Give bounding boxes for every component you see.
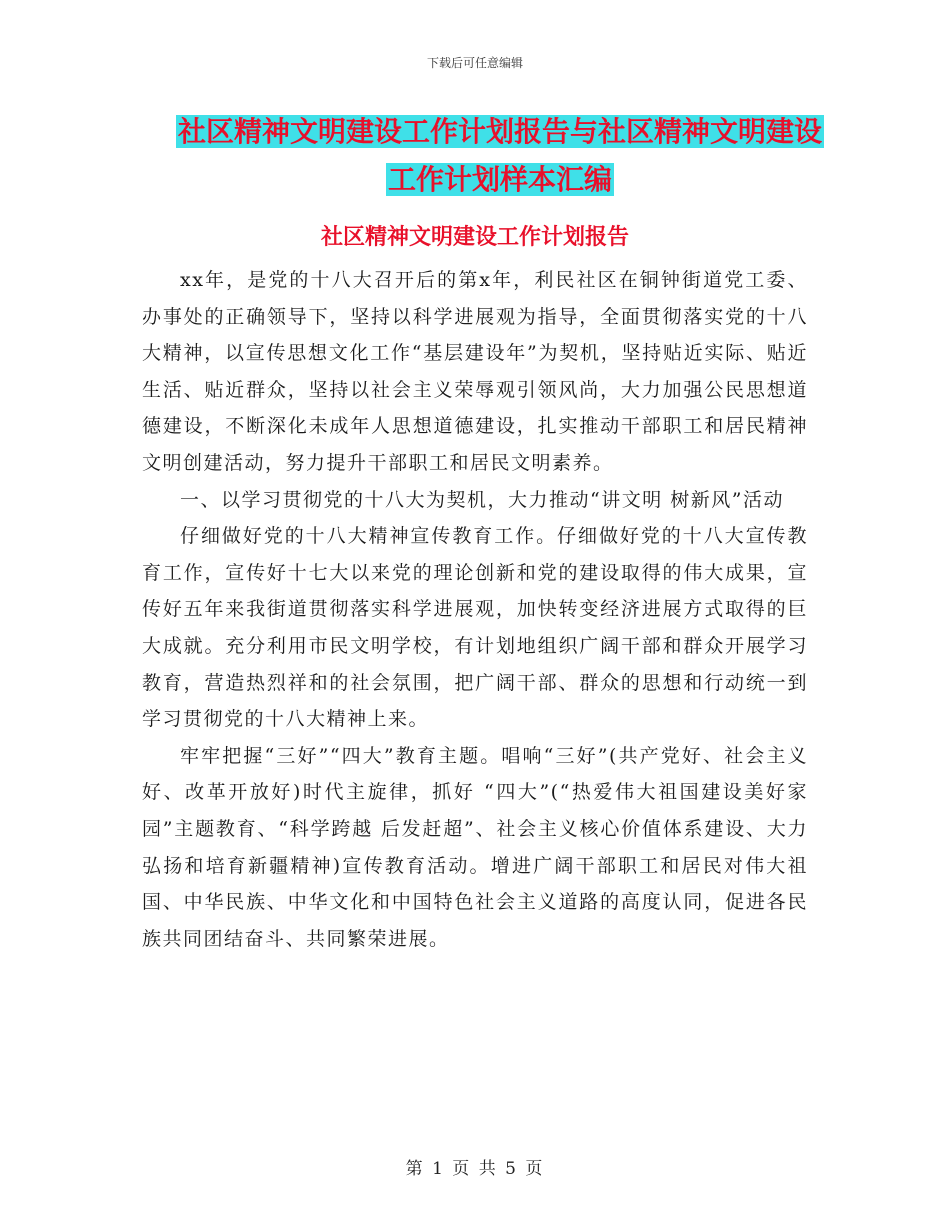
section-title: 社区精神文明建设工作计划报告 <box>320 225 629 250</box>
paragraph-3: 仔细做好党的十八大精神宣传教育工作。仔细做好党的十八大宣传教育工作，宣传好十七大以来党的理论创新和党的建设取得的伟大成果，宣传好五年来我街道贯彻落实科学进展观，加快转变经济进展方式取得的巨大成就。充分利用市民文明学校，有计划地组织广阔干部和群众开展学习教育，营造热烈祥和的社会氛围，把广阔干部、群众的思想和行动统一到学习贯彻党的十八大精神上来。 <box>142 525 808 731</box>
paragraph-1: xx年，是党的十八大召开后的第x年，利民社区在铜钟街道党工委、办事处的正确领导下，坚持以科学进展观为指导，全面贯彻落实党的十八大精神，以宣传思想文化工作“基层建设年”为契机，坚持贴近实际、贴近生活、贴近群众，坚持以社会主义荣辱观引领风尚，大力加强公民思想道德建设，不断深化未成年人思想道德建设，扎实推动干部职工和居民精神文明创建活动，努力提升干部职工和居民文明素养。 <box>142 269 808 474</box>
document-body <box>142 262 808 957</box>
page-number: 第 1 页 共 5 页 <box>405 1159 545 1179</box>
title-line-2: 工作计划样本汇编 <box>387 163 612 196</box>
paragraph-2: 一、以学习贯彻党的十八大为契机，大力推动“讲文明 树新风”活动 <box>180 488 784 511</box>
title-line-1: 社区精神文明建设工作计划报告与社区精神文明建设 <box>177 115 822 148</box>
paragraph-4: 牢牢把握“三好”“四大”教育主题。唱响“三好”(共产党好、社会主义好、改革开放好)时代主旋律，抓好 “四大”(“热爱伟大祖国建设美好家园”主题教育、“科学跨越 后发赶超”、社会主义核心价值体系建设、大力弘扬和培育新疆精神)宣传教育活动。增进广阔干部职工和居民对伟大祖国、中华民族、中华文化和中国特色社会主义道路的高度认同，促进各民族共同团结奋斗、共同繁荣进展。 <box>142 744 808 950</box>
header-note: 下载后可任意编辑 <box>426 56 523 70</box>
document-title <box>140 108 860 204</box>
